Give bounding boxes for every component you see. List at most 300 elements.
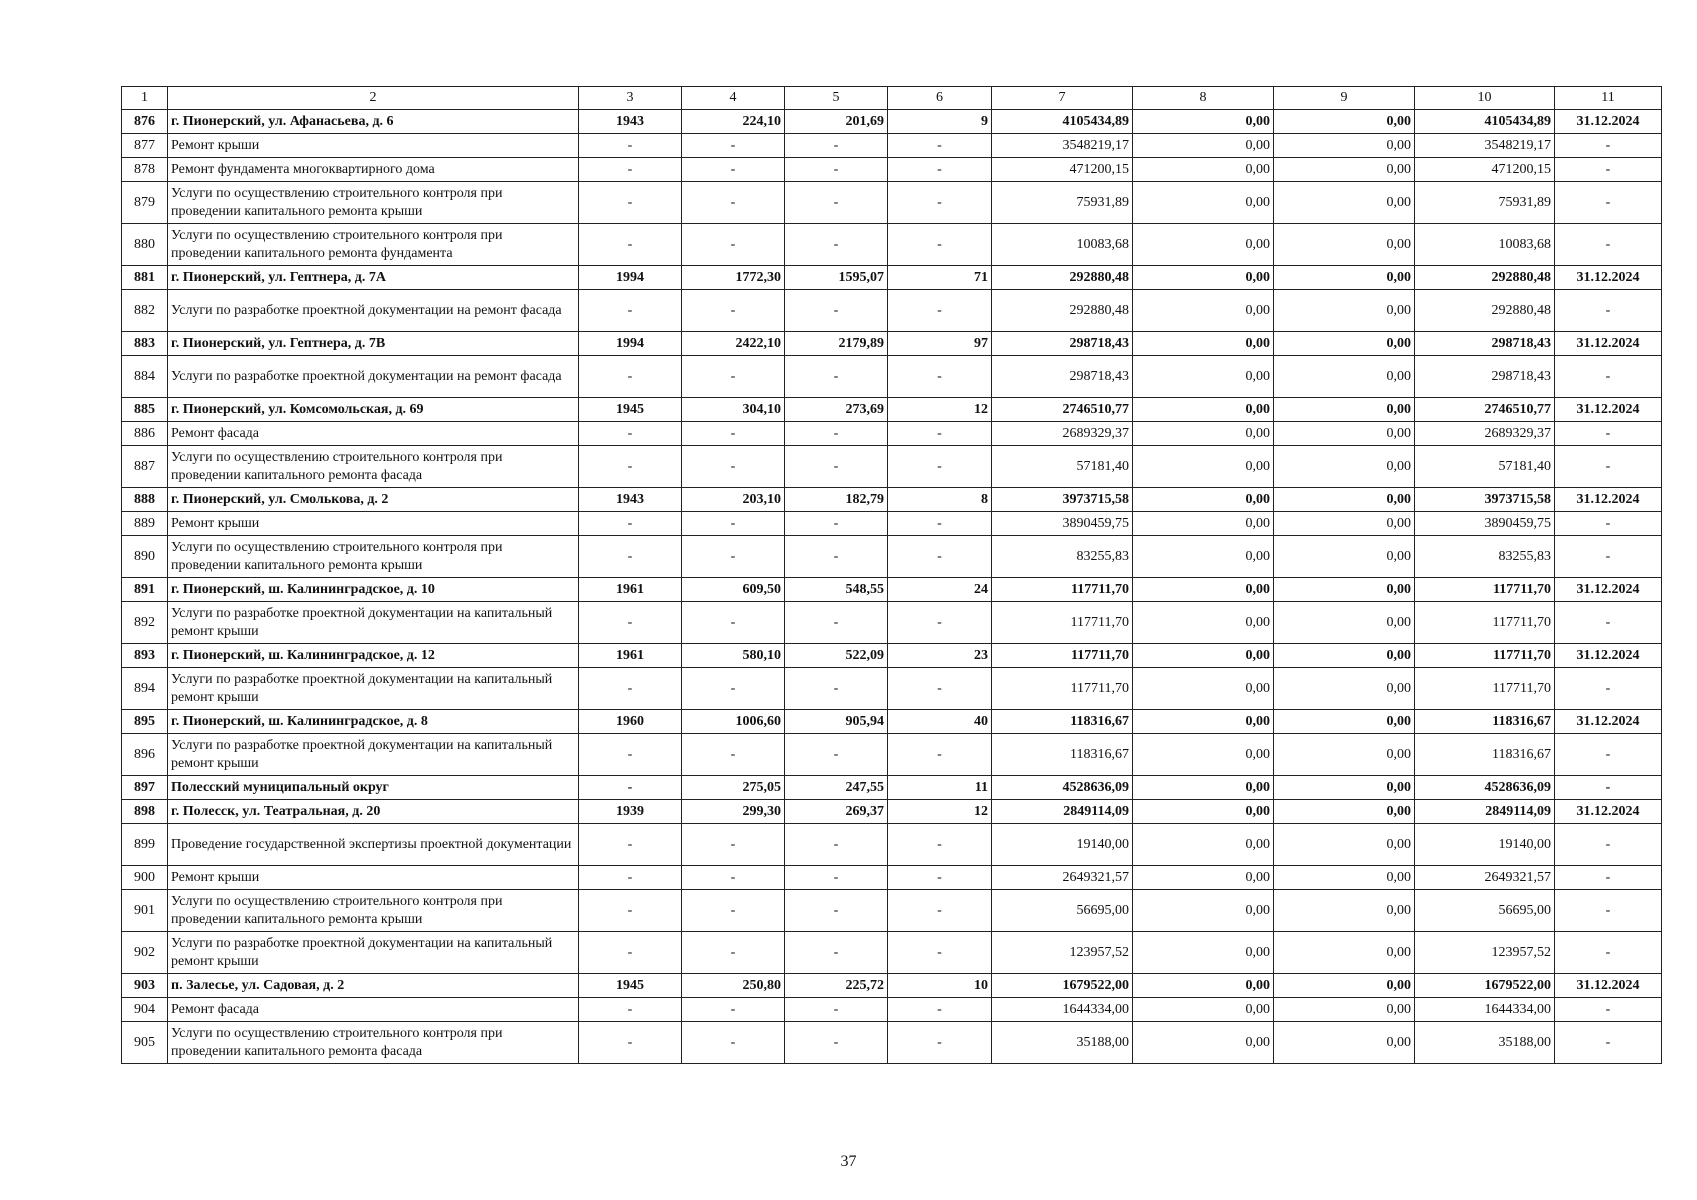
- row-number: 894: [122, 668, 168, 710]
- cell-year: -: [579, 776, 682, 800]
- cell-date: -: [1555, 602, 1662, 644]
- cell-date: 31.12.2024: [1555, 710, 1662, 734]
- cell-col4: -: [682, 158, 785, 182]
- cell-col9: 0,00: [1274, 602, 1415, 644]
- row-name: г. Пионерский, ш. Калининградское, д. 10: [168, 578, 579, 602]
- table-row: [122, 332, 1662, 356]
- cell-col6: 24: [888, 578, 992, 602]
- cell-col10: 4105434,89: [1415, 110, 1555, 134]
- cell-col10: 123957,52: [1415, 932, 1555, 974]
- cell-year: -: [579, 602, 682, 644]
- cell-col10: 117711,70: [1415, 668, 1555, 710]
- cell-col7: 2746510,77: [992, 398, 1133, 422]
- cell-col8: 0,00: [1133, 356, 1274, 398]
- cell-date: -: [1555, 890, 1662, 932]
- cell-col9: 0,00: [1274, 488, 1415, 512]
- cell-date: -: [1555, 866, 1662, 890]
- cell-col10: 4528636,09: [1415, 776, 1555, 800]
- column-header: 1: [122, 87, 168, 110]
- cell-col8: 0,00: [1133, 290, 1274, 332]
- cell-year: -: [579, 824, 682, 866]
- row-number: 877: [122, 134, 168, 158]
- cell-col8: 0,00: [1133, 1022, 1274, 1064]
- cell-col4: -: [682, 932, 785, 974]
- cell-date: -: [1555, 158, 1662, 182]
- cell-col9: 0,00: [1274, 824, 1415, 866]
- cell-col7: 2649321,57: [992, 866, 1133, 890]
- table-header-row: [122, 87, 1662, 110]
- column-header: 2: [168, 87, 579, 110]
- cell-col6: 71: [888, 266, 992, 290]
- row-number: 882: [122, 290, 168, 332]
- cell-col10: 56695,00: [1415, 890, 1555, 932]
- cell-date: -: [1555, 932, 1662, 974]
- cell-col5: -: [785, 224, 888, 266]
- cell-col7: 298718,43: [992, 332, 1133, 356]
- cell-col9: 0,00: [1274, 974, 1415, 998]
- column-header: 5: [785, 87, 888, 110]
- cell-col6: -: [888, 356, 992, 398]
- cell-col10: 10083,68: [1415, 224, 1555, 266]
- cell-col6: -: [888, 602, 992, 644]
- cell-col4: 1772,30: [682, 266, 785, 290]
- cell-col8: 0,00: [1133, 776, 1274, 800]
- cell-year: -: [579, 1022, 682, 1064]
- cell-col9: 0,00: [1274, 446, 1415, 488]
- row-number: 888: [122, 488, 168, 512]
- row-number: 895: [122, 710, 168, 734]
- table-row: [122, 710, 1662, 734]
- row-name: Услуги по разработке проектной документации на капитальный ремонт крыши: [168, 668, 579, 710]
- cell-col6: -: [888, 446, 992, 488]
- cell-col5: -: [785, 890, 888, 932]
- cell-col10: 1679522,00: [1415, 974, 1555, 998]
- table-row: [122, 578, 1662, 602]
- cell-year: 1961: [579, 578, 682, 602]
- cell-col7: 19140,00: [992, 824, 1133, 866]
- cell-year: -: [579, 134, 682, 158]
- table-row: [122, 668, 1662, 710]
- cell-col10: 3973715,58: [1415, 488, 1555, 512]
- cell-col7: 1644334,00: [992, 998, 1133, 1022]
- table-row: [122, 776, 1662, 800]
- cell-col9: 0,00: [1274, 644, 1415, 668]
- cell-date: -: [1555, 776, 1662, 800]
- cell-year: 1943: [579, 110, 682, 134]
- row-name: Ремонт крыши: [168, 512, 579, 536]
- cell-col8: 0,00: [1133, 110, 1274, 134]
- cell-col9: 0,00: [1274, 866, 1415, 890]
- row-name: Ремонт фундамента многоквартирного дома: [168, 158, 579, 182]
- cell-col9: 0,00: [1274, 224, 1415, 266]
- cell-col6: -: [888, 824, 992, 866]
- cell-date: -: [1555, 998, 1662, 1022]
- row-name: г. Пионерский, ул. Афанасьева, д. 6: [168, 110, 579, 134]
- cell-col4: 304,10: [682, 398, 785, 422]
- row-number: 883: [122, 332, 168, 356]
- cell-col6: -: [888, 734, 992, 776]
- cell-date: -: [1555, 182, 1662, 224]
- column-header: 6: [888, 87, 992, 110]
- cell-col4: -: [682, 1022, 785, 1064]
- cell-col6: -: [888, 866, 992, 890]
- row-number: 885: [122, 398, 168, 422]
- cell-col6: -: [888, 998, 992, 1022]
- cell-col4: -: [682, 602, 785, 644]
- cell-col4: -: [682, 734, 785, 776]
- cell-date: 31.12.2024: [1555, 800, 1662, 824]
- cell-col10: 1644334,00: [1415, 998, 1555, 1022]
- table-row: [122, 266, 1662, 290]
- row-name: Ремонт фасада: [168, 422, 579, 446]
- cell-col10: 75931,89: [1415, 182, 1555, 224]
- table-row: [122, 734, 1662, 776]
- table-row: [122, 512, 1662, 536]
- row-name: Ремонт крыши: [168, 866, 579, 890]
- cell-col5: 1595,07: [785, 266, 888, 290]
- cell-col6: -: [888, 536, 992, 578]
- cell-col7: 292880,48: [992, 266, 1133, 290]
- cell-col9: 0,00: [1274, 512, 1415, 536]
- row-number: 886: [122, 422, 168, 446]
- cell-date: -: [1555, 1022, 1662, 1064]
- cell-col7: 2849114,09: [992, 800, 1133, 824]
- table-row: [122, 536, 1662, 578]
- cell-col7: 35188,00: [992, 1022, 1133, 1064]
- cell-year: 1961: [579, 644, 682, 668]
- cell-col6: -: [888, 158, 992, 182]
- cell-col10: 2689329,37: [1415, 422, 1555, 446]
- cell-col8: 0,00: [1133, 734, 1274, 776]
- cell-col10: 118316,67: [1415, 734, 1555, 776]
- row-number: 876: [122, 110, 168, 134]
- cell-year: -: [579, 512, 682, 536]
- row-number: 893: [122, 644, 168, 668]
- cell-date: -: [1555, 224, 1662, 266]
- table-row: [122, 398, 1662, 422]
- cell-col7: 4528636,09: [992, 776, 1133, 800]
- row-number: 890: [122, 536, 168, 578]
- cell-year: 1960: [579, 710, 682, 734]
- cell-col4: 224,10: [682, 110, 785, 134]
- cell-col4: 275,05: [682, 776, 785, 800]
- cell-col6: -: [888, 182, 992, 224]
- cell-col4: -: [682, 824, 785, 866]
- cell-col5: -: [785, 998, 888, 1022]
- cell-col5: 273,69: [785, 398, 888, 422]
- table-row: [122, 1022, 1662, 1064]
- cell-col6: 23: [888, 644, 992, 668]
- row-number: 884: [122, 356, 168, 398]
- cell-col4: -: [682, 356, 785, 398]
- cell-col4: 2422,10: [682, 332, 785, 356]
- table-row: [122, 158, 1662, 182]
- cell-col4: -: [682, 134, 785, 158]
- cell-year: 1939: [579, 800, 682, 824]
- cell-year: -: [579, 422, 682, 446]
- cell-col4: -: [682, 446, 785, 488]
- document-sheet: [121, 86, 1662, 1064]
- cell-col7: 123957,52: [992, 932, 1133, 974]
- row-name: Услуги по разработке проектной документации на ремонт фасада: [168, 356, 579, 398]
- cell-col6: -: [888, 932, 992, 974]
- cell-col7: 1679522,00: [992, 974, 1133, 998]
- cell-col8: 0,00: [1133, 800, 1274, 824]
- row-number: 878: [122, 158, 168, 182]
- cell-col9: 0,00: [1274, 776, 1415, 800]
- row-name: Услуги по осуществлению строительного контроля при проведении капитального ремонта фасада: [168, 446, 579, 488]
- cell-col6: 9: [888, 110, 992, 134]
- row-name: г. Полесск, ул. Театральная, д. 20: [168, 800, 579, 824]
- cell-col8: 0,00: [1133, 512, 1274, 536]
- cell-year: -: [579, 932, 682, 974]
- cell-col7: 118316,67: [992, 710, 1133, 734]
- table-row: [122, 602, 1662, 644]
- cell-col8: 0,00: [1133, 710, 1274, 734]
- cell-col6: 40: [888, 710, 992, 734]
- column-header: 8: [1133, 87, 1274, 110]
- row-name: п. Залесье, ул. Садовая, д. 2: [168, 974, 579, 998]
- cell-year: -: [579, 668, 682, 710]
- cell-col5: 225,72: [785, 974, 888, 998]
- cell-col9: 0,00: [1274, 332, 1415, 356]
- cell-col4: -: [682, 536, 785, 578]
- cell-year: -: [579, 158, 682, 182]
- cell-col9: 0,00: [1274, 356, 1415, 398]
- row-name: Услуги по осуществлению строительного контроля при проведении капитального ремонта крыши: [168, 890, 579, 932]
- cell-col9: 0,00: [1274, 182, 1415, 224]
- cell-date: -: [1555, 290, 1662, 332]
- cell-col8: 0,00: [1133, 890, 1274, 932]
- cell-col8: 0,00: [1133, 422, 1274, 446]
- row-number: 900: [122, 866, 168, 890]
- cell-col6: 11: [888, 776, 992, 800]
- table-row: [122, 932, 1662, 974]
- cell-year: 1945: [579, 974, 682, 998]
- row-number: 891: [122, 578, 168, 602]
- cell-col8: 0,00: [1133, 332, 1274, 356]
- cell-col4: -: [682, 668, 785, 710]
- cell-col5: -: [785, 536, 888, 578]
- cell-year: -: [579, 536, 682, 578]
- table-row: [122, 866, 1662, 890]
- row-name: г. Пионерский, ул. Гептнера, д. 7В: [168, 332, 579, 356]
- cell-col6: -: [888, 224, 992, 266]
- row-name: г. Пионерский, ул. Гептнера, д. 7А: [168, 266, 579, 290]
- cell-col9: 0,00: [1274, 134, 1415, 158]
- cell-date: 31.12.2024: [1555, 398, 1662, 422]
- cell-col9: 0,00: [1274, 800, 1415, 824]
- cell-col5: -: [785, 422, 888, 446]
- cell-year: 1945: [579, 398, 682, 422]
- cell-col9: 0,00: [1274, 734, 1415, 776]
- cell-col4: -: [682, 182, 785, 224]
- cell-col5: 247,55: [785, 776, 888, 800]
- cell-col7: 118316,67: [992, 734, 1133, 776]
- cell-date: -: [1555, 422, 1662, 446]
- table-row: [122, 182, 1662, 224]
- row-number: 902: [122, 932, 168, 974]
- cell-year: -: [579, 734, 682, 776]
- cell-col7: 117711,70: [992, 668, 1133, 710]
- table-row: [122, 134, 1662, 158]
- cell-col9: 0,00: [1274, 266, 1415, 290]
- row-number: 880: [122, 224, 168, 266]
- cell-col8: 0,00: [1133, 578, 1274, 602]
- table-body: [122, 87, 1662, 1064]
- table-row: [122, 290, 1662, 332]
- cell-col8: 0,00: [1133, 398, 1274, 422]
- cell-col5: -: [785, 356, 888, 398]
- table-row: [122, 224, 1662, 266]
- page-number: 37: [840, 1153, 857, 1170]
- cell-col7: 2689329,37: [992, 422, 1133, 446]
- column-header: 7: [992, 87, 1133, 110]
- column-header: 3: [579, 87, 682, 110]
- row-name: Услуги по разработке проектной документации на капитальный ремонт крыши: [168, 932, 579, 974]
- cell-col9: 0,00: [1274, 1022, 1415, 1064]
- row-name: Ремонт фасада: [168, 998, 579, 1022]
- cell-col8: 0,00: [1133, 602, 1274, 644]
- cell-col4: 250,80: [682, 974, 785, 998]
- cell-date: -: [1555, 536, 1662, 578]
- cell-col8: 0,00: [1133, 866, 1274, 890]
- cell-col10: 298718,43: [1415, 356, 1555, 398]
- cell-col5: -: [785, 512, 888, 536]
- row-number: 879: [122, 182, 168, 224]
- cell-col7: 117711,70: [992, 644, 1133, 668]
- cell-date: -: [1555, 734, 1662, 776]
- cell-year: -: [579, 890, 682, 932]
- cell-date: 31.12.2024: [1555, 488, 1662, 512]
- cell-date: 31.12.2024: [1555, 332, 1662, 356]
- row-name: Услуги по разработке проектной документации на капитальный ремонт крыши: [168, 734, 579, 776]
- cell-col6: -: [888, 512, 992, 536]
- cell-col8: 0,00: [1133, 488, 1274, 512]
- row-number: 905: [122, 1022, 168, 1064]
- cell-col4: 580,10: [682, 644, 785, 668]
- cell-col5: 2179,89: [785, 332, 888, 356]
- cell-col10: 471200,15: [1415, 158, 1555, 182]
- cell-col6: 8: [888, 488, 992, 512]
- cell-col6: 12: [888, 398, 992, 422]
- table-row: [122, 446, 1662, 488]
- cell-col5: 201,69: [785, 110, 888, 134]
- row-name: г. Пионерский, ш. Калининградское, д. 8: [168, 710, 579, 734]
- cell-col4: -: [682, 290, 785, 332]
- cell-col9: 0,00: [1274, 290, 1415, 332]
- cell-col5: 548,55: [785, 578, 888, 602]
- cell-col10: 117711,70: [1415, 644, 1555, 668]
- cell-year: -: [579, 182, 682, 224]
- table-row: [122, 998, 1662, 1022]
- cell-col7: 117711,70: [992, 578, 1133, 602]
- table-row: [122, 422, 1662, 446]
- column-header: 11: [1555, 87, 1662, 110]
- cell-col4: -: [682, 512, 785, 536]
- table-row: [122, 110, 1662, 134]
- cell-col10: 19140,00: [1415, 824, 1555, 866]
- cell-col5: -: [785, 932, 888, 974]
- table-row: [122, 800, 1662, 824]
- cell-col5: -: [785, 668, 888, 710]
- cell-col6: -: [888, 668, 992, 710]
- cell-date: -: [1555, 512, 1662, 536]
- cell-col8: 0,00: [1133, 998, 1274, 1022]
- row-name: Услуги по осуществлению строительного контроля при проведении капитального ремонта фасада: [168, 1022, 579, 1064]
- row-name: Полесский муниципальный округ: [168, 776, 579, 800]
- cell-col5: 182,79: [785, 488, 888, 512]
- cell-col7: 4105434,89: [992, 110, 1133, 134]
- cell-col8: 0,00: [1133, 446, 1274, 488]
- cell-year: 1943: [579, 488, 682, 512]
- row-number: 892: [122, 602, 168, 644]
- cell-col8: 0,00: [1133, 644, 1274, 668]
- cell-col5: -: [785, 602, 888, 644]
- cell-col4: 1006,60: [682, 710, 785, 734]
- cell-col5: -: [785, 866, 888, 890]
- cell-col7: 298718,43: [992, 356, 1133, 398]
- table-row: [122, 890, 1662, 932]
- column-header: 9: [1274, 87, 1415, 110]
- cell-col7: 56695,00: [992, 890, 1133, 932]
- row-name: Услуги по осуществлению строительного контроля при проведении капитального ремонта фундамента: [168, 224, 579, 266]
- cell-col6: -: [888, 134, 992, 158]
- cell-col4: 609,50: [682, 578, 785, 602]
- column-header: 10: [1415, 87, 1555, 110]
- cell-col8: 0,00: [1133, 824, 1274, 866]
- cell-col7: 3548219,17: [992, 134, 1133, 158]
- cell-col4: -: [682, 866, 785, 890]
- cell-col7: 292880,48: [992, 290, 1133, 332]
- row-name: Услуги по разработке проектной документации на капитальный ремонт крыши: [168, 602, 579, 644]
- row-name: Ремонт крыши: [168, 134, 579, 158]
- cell-date: 31.12.2024: [1555, 578, 1662, 602]
- row-number: 898: [122, 800, 168, 824]
- cell-col10: 2746510,77: [1415, 398, 1555, 422]
- cell-year: -: [579, 224, 682, 266]
- cell-year: -: [579, 446, 682, 488]
- cell-col10: 117711,70: [1415, 602, 1555, 644]
- row-number: 889: [122, 512, 168, 536]
- cell-col4: 299,30: [682, 800, 785, 824]
- row-number: 897: [122, 776, 168, 800]
- cell-year: -: [579, 998, 682, 1022]
- cell-col5: -: [785, 1022, 888, 1064]
- cell-col10: 57181,40: [1415, 446, 1555, 488]
- cell-col6: 97: [888, 332, 992, 356]
- cell-date: -: [1555, 668, 1662, 710]
- cell-year: -: [579, 290, 682, 332]
- cell-col9: 0,00: [1274, 422, 1415, 446]
- cell-col7: 75931,89: [992, 182, 1133, 224]
- cell-col8: 0,00: [1133, 266, 1274, 290]
- table-row: [122, 644, 1662, 668]
- row-name: Услуги по осуществлению строительного контроля при проведении капитального ремонта крыши: [168, 182, 579, 224]
- table-row: [122, 488, 1662, 512]
- cell-col4: 203,10: [682, 488, 785, 512]
- cell-col10: 292880,48: [1415, 290, 1555, 332]
- cell-col10: 118316,67: [1415, 710, 1555, 734]
- row-name: г. Пионерский, ул. Смолькова, д. 2: [168, 488, 579, 512]
- row-number: 881: [122, 266, 168, 290]
- cell-col7: 83255,83: [992, 536, 1133, 578]
- cell-col9: 0,00: [1274, 932, 1415, 974]
- cell-col7: 3973715,58: [992, 488, 1133, 512]
- cell-col5: -: [785, 158, 888, 182]
- row-number: 901: [122, 890, 168, 932]
- cell-date: -: [1555, 134, 1662, 158]
